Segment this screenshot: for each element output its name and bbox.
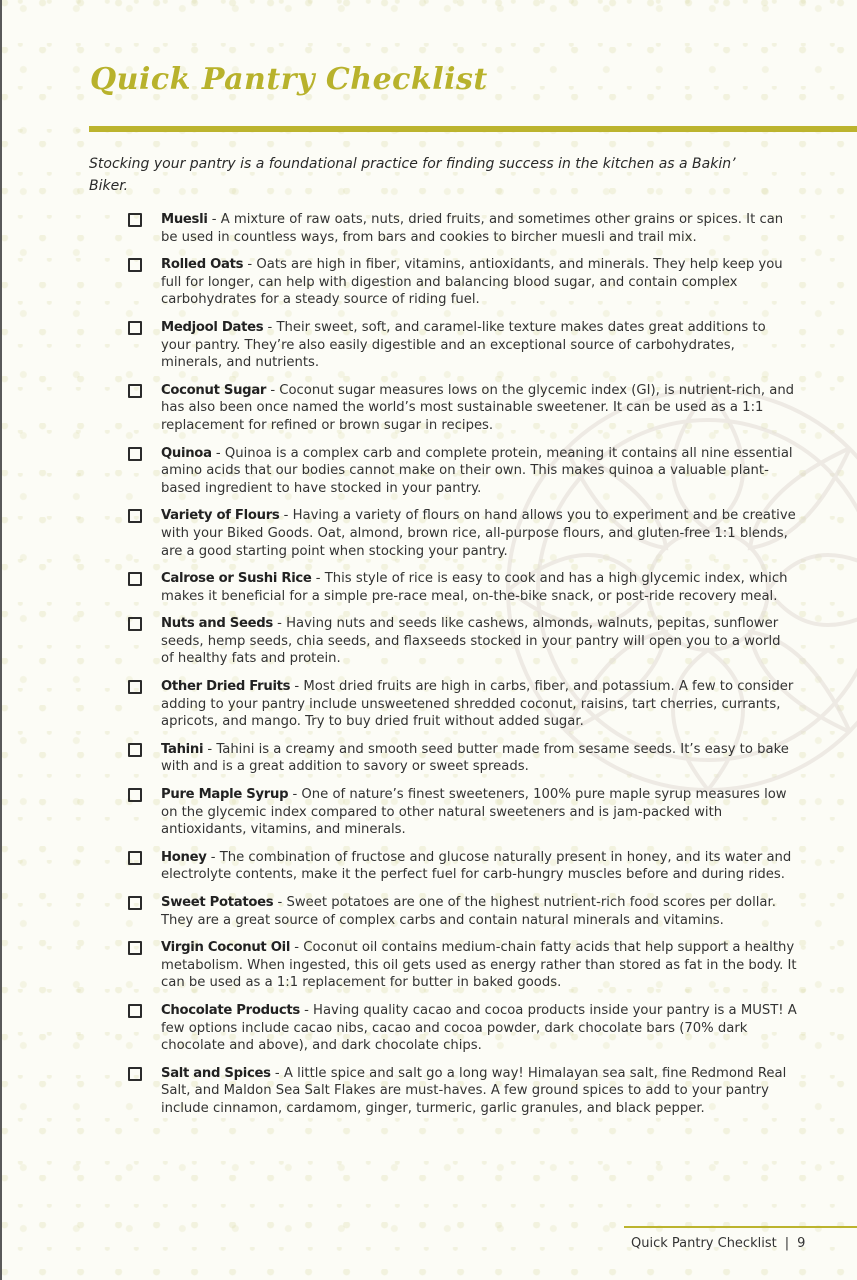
item-name: Virgin Coconut Oil bbox=[161, 940, 291, 956]
checklist-item: Medjool Dates - Their sweet, soft, and caramel-like texture makes dates great additions to your pantry. They’re also easily digestible and an exceptional source of carbohydrates, minerals, and nutrients. bbox=[127, 319, 797, 372]
item-name: Calrose or Sushi Rice bbox=[161, 571, 312, 587]
checkbox[interactable] bbox=[128, 213, 142, 227]
checklist-item: Sweet Potatoes - Sweet potatoes are one of the highest nutrient-rich food scores per dollar. They are a great source of complex carbs and contain natural minerals and vitamins. bbox=[127, 894, 797, 929]
item-name: Variety of Flours bbox=[161, 508, 280, 524]
item-description: Tahini is a creamy and smooth seed butter made from sesame seeds. It’s easy to bake with and is a great addition to savory or sweet spreads. bbox=[161, 741, 789, 775]
checkbox[interactable] bbox=[128, 572, 142, 586]
page-title: Quick Pantry Checklist bbox=[90, 62, 488, 97]
checkbox[interactable] bbox=[128, 743, 142, 757]
item-description: The combination of fructose and glucose naturally present in honey, and its water and electrolyte contents, make it the perfect fuel for carb-hungry muscles before and during rides. bbox=[161, 849, 792, 883]
checklist-item: Virgin Coconut Oil - Coconut oil contains medium-chain fatty acids that help support a healthy metabolism. When ingested, this oil gets used as energy rather than stored as fat in the body. It can be used as a 1:1 replacement for butter in baked goods. bbox=[127, 939, 797, 992]
checkbox[interactable] bbox=[128, 321, 142, 335]
item-description: A mixture of raw oats, nuts, dried fruits, and sometimes other grains or spices. It can be used in countless ways, from bars and cookies to bircher muesli and trail mix. bbox=[161, 212, 784, 245]
page-number: 9 bbox=[797, 1236, 806, 1251]
item-description: A little spice and salt go a long way! Himalayan sea salt, fine Redmond Real Salt, and Maldon Sea Salt Flakes are must-haves. A few ground spices to add to your pantry include cinnamon, cardamom, ginger, turmeric, garlic granules, and black pepper. bbox=[161, 1065, 787, 1116]
checkbox[interactable] bbox=[128, 680, 142, 694]
footer-section-title: Quick Pantry Checklist bbox=[631, 1236, 777, 1251]
item-description: One of nature’s finest sweeteners, 100% pure maple syrup measures low on the glycemic index compared to other natural sweeteners and is jam-packed with antioxidants, vitamins, and minerals. bbox=[161, 787, 787, 838]
item-name: Muesli bbox=[161, 212, 208, 227]
item-description: This style of rice is easy to cook and has a high glycemic index, which makes it beneficial for a simple pre-race meal, on-the-bike snack, or post-ride recovery meal. bbox=[161, 571, 788, 604]
item-name: Pure Maple Syrup bbox=[161, 787, 289, 803]
checklist-item: Other Dried Fruits - Most dried fruits are high in carbs, fiber, and potassium. A few to consider adding to your pantry include unsweetened shredded coconut, raisins, tart cherries, currants, apricots, and mango. Try to buy dried fruit without added sugar. bbox=[127, 678, 797, 731]
checkbox[interactable] bbox=[128, 1004, 142, 1018]
footer-separator: | bbox=[784, 1236, 790, 1251]
intro-text: Stocking your pantry is a foundational practice for finding success in the kitchen as a Bakin’ Biker. bbox=[89, 156, 736, 194]
checkbox[interactable] bbox=[128, 617, 142, 631]
checklist-item: Honey - The combination of fructose and glucose naturally present in honey, and its water and electrolyte contents, make it the perfect fuel for carb-hungry muscles before and during rides. bbox=[127, 849, 797, 884]
item-description: Quinoa is a complex carb and complete protein, meaning it contains all nine essential amino acids that our bodies cannot make on their own. This makes quinoa a valuable plant-based ingredient to have stocked in your pantry. bbox=[161, 445, 793, 496]
item-name: Quinoa bbox=[161, 445, 212, 461]
checklist-item: Muesli - A mixture of raw oats, nuts, dried fruits, and sometimes other grains or spices. It can be used in countless ways, from bars and cookies to bircher muesli and trail mix. bbox=[127, 211, 797, 246]
item-description: Having quality cacao and cocoa products inside your pantry is a MUST! A few options include cacao nibs, cacao and cocoa powder, dark chocolate bars (70% dark chocolate and above), and dark chocolate chips. bbox=[161, 1002, 797, 1054]
item-name: Medjool Dates bbox=[161, 319, 264, 335]
checklist-item: Rolled Oats - Oats are high in fiber, vitamins, antioxidants, and minerals. They help keep you full for longer, can help with digestion and balancing blood sugar, and contain complex carbohydrates for a steady source of riding fuel. bbox=[127, 256, 797, 309]
checkbox[interactable] bbox=[128, 941, 142, 955]
checklist-item: Quinoa - Quinoa is a complex carb and complete protein, meaning it contains all nine essential amino acids that our bodies cannot make on their own. This makes quinoa a valuable plant-based ingredient to have stocked in your pantry. bbox=[127, 445, 797, 498]
checkbox[interactable] bbox=[128, 384, 142, 398]
checklist-item: Pure Maple Syrup - One of nature’s finest sweeteners, 100% pure maple syrup measures low on the glycemic index compared to other natural sweeteners and is jam-packed with antioxidants, vitamins, and minerals. bbox=[127, 786, 797, 839]
checkbox[interactable] bbox=[128, 258, 142, 272]
checkbox[interactable] bbox=[128, 896, 142, 910]
item-description: Most dried fruits are high in carbs, fiber, and potassium. A few to consider adding to your pantry include unsweetened shredded coconut, raisins, tart cherries, currants, apricots, and mango. Try to buy dried fruit without added sugar. bbox=[161, 679, 794, 730]
checklist-item: Coconut Sugar - Coconut sugar measures lows on the glycemic index (GI), is nutrient-rich, and has also been once named the world’s most sustainable sweetener. It can be used as a 1:1 replacement for refined or brown sugar in recipes. bbox=[127, 382, 797, 435]
item-description: Coconut sugar measures lows on the glycemic index (GI), is nutrient-rich, and has also been once named the world’s most sustainable sweetener. It can be used as a 1:1 replacement for refined or brown sugar in recipes. bbox=[161, 382, 795, 433]
item-name: Chocolate Products bbox=[161, 1002, 300, 1018]
checkbox[interactable] bbox=[128, 509, 142, 523]
item-name: Sweet Potatoes bbox=[161, 895, 274, 910]
item-description: Their sweet, soft, and caramel-like texture makes dates great additions to your pantry. They’re also easily digestible and an exceptional source of carbohydrates, minerals, and nutrients. bbox=[161, 319, 766, 371]
checkbox[interactable] bbox=[128, 788, 142, 802]
item-description: Oats are high in fiber, vitamins, antioxidants, and minerals. They help keep you full for longer, can help with digestion and balancing blood sugar, and contain complex carbohydrates for a steady source of riding fuel. bbox=[161, 257, 783, 308]
item-description: Having a variety of flours on hand allows you to experiment and be creative with your Biked Goods. Oat, almond, brown rice, all-purpose flours, and gluten-free 1:1 blends, are a good starting point when stocking your pantry. bbox=[161, 508, 796, 559]
checklist-item: Salt and Spices - A little spice and salt go a long way! Himalayan sea salt, fine Redmond Real Salt, and Maldon Sea Salt Flakes are must-haves. A few ground spices to add to your pantry include cinnamon, cardamom, ginger, turmeric, garlic granules, and black pepper. bbox=[127, 1065, 797, 1118]
checkbox[interactable] bbox=[128, 1067, 142, 1081]
item-description: Sweet potatoes are one of the highest nutrient-rich food scores per dollar. They are a great source of complex carbs and contain natural minerals and vitamins. bbox=[161, 895, 776, 928]
checklist-item: Tahini - Tahini is a creamy and smooth seed butter made from sesame seeds. It’s easy to bake with and is a great addition to savory or sweet spreads. bbox=[127, 741, 797, 776]
checkbox[interactable] bbox=[128, 447, 142, 461]
item-description: Coconut oil contains medium-chain fatty acids that help support a healthy metabolism. When ingested, this oil gets used as energy rather than stored as fat in the body. It can be used as a 1:1 replacement for butter in baked goods. bbox=[161, 940, 797, 991]
checkbox[interactable] bbox=[128, 851, 142, 865]
item-name: Nuts and Seeds bbox=[161, 616, 273, 632]
checklist-item: Chocolate Products - Having quality cacao and cocoa products inside your pantry is a MUST! A few options include cacao nibs, cacao and cocoa powder, dark chocolate bars (70% dark chocolate and above), and dark chocolate chips. bbox=[127, 1002, 797, 1055]
pantry-checklist bbox=[127, 211, 797, 1128]
title-divider bbox=[89, 126, 857, 132]
item-name: Other Dried Fruits bbox=[161, 679, 291, 695]
item-name: Salt and Spices bbox=[161, 1065, 271, 1081]
page-edge-rule bbox=[0, 0, 2, 1280]
item-name: Honey bbox=[161, 849, 207, 865]
item-name: Coconut Sugar bbox=[161, 382, 267, 398]
item-name: Tahini bbox=[161, 741, 204, 757]
page-footer bbox=[631, 1236, 805, 1251]
checklist-item: Variety of Flours - Having a variety of flours on hand allows you to experiment and be creative with your Biked Goods. Oat, almond, brown rice, all-purpose flours, and gluten-free 1:1 blends, are a good starting point when stocking your pantry. bbox=[127, 507, 797, 560]
checklist-item: Calrose or Sushi Rice - This style of rice is easy to cook and has a high glycemic index, which makes it beneficial for a simple pre-race meal, on-the-bike snack, or post-ride recovery meal. bbox=[127, 570, 797, 605]
footer-divider bbox=[624, 1226, 857, 1228]
item-name: Rolled Oats bbox=[161, 257, 244, 273]
item-description: Having nuts and seeds like cashews, almonds, walnuts, pepitas, sunflower seeds, hemp seeds, chia seeds, and flaxseeds stocked in your pantry will open you to a world of healthy fats and protein. bbox=[161, 616, 781, 667]
checklist-item: Nuts and Seeds - Having nuts and seeds like cashews, almonds, walnuts, pepitas, sunflower seeds, hemp seeds, chia seeds, and flaxseeds stocked in your pantry will open you to a world of healthy fats and protein. bbox=[127, 615, 797, 668]
